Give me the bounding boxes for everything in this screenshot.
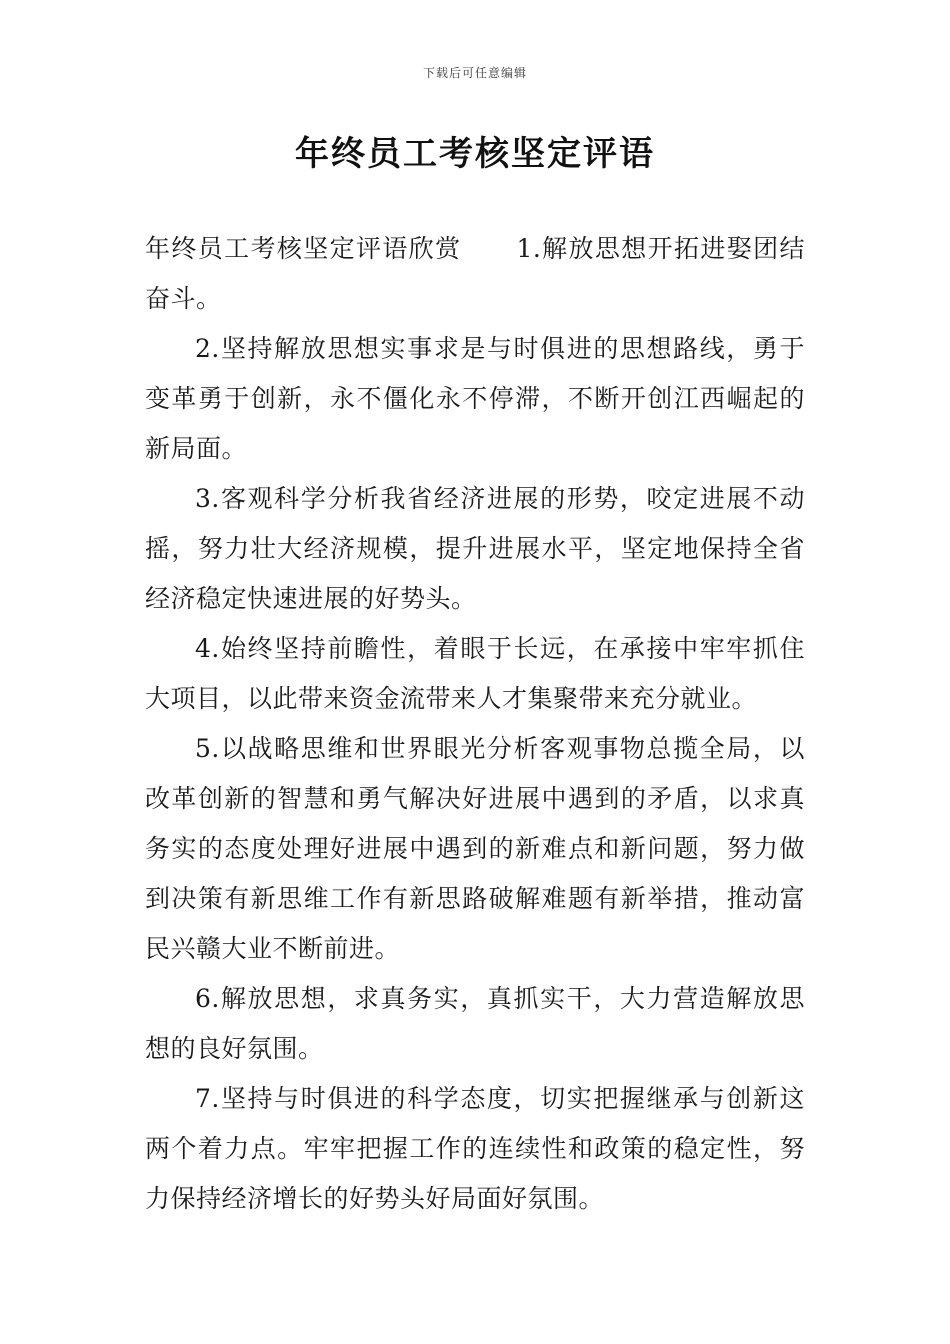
intro-lead: 年终员工考核坚定评语欣赏	[145, 234, 462, 263]
paragraph-7: 7.坚持与时俱进的科学态度，切实把握继承与创新这两个着力点。牢牢把握工作的连续性和政策的稳定性，努力保持经济增长的好势头好局面好氛围。	[145, 1084, 805, 1213]
intro-rest: 1.解放思想开拓进娶团结奋斗。	[145, 234, 805, 313]
paragraph-6: 6.解放思想，求真务实，真抓实干，大力营造解放思想的良好氛围。	[145, 984, 805, 1063]
header-note: 下载后可任意编辑	[422, 66, 527, 80]
paragraph-4: 4.始终坚持前瞻性，着眼于长远，在承接中牢牢抓住大项目，以此带来资金流带来人才集聚带来充分就业。	[145, 634, 805, 713]
document-body	[145, 224, 805, 1224]
paragraph-2: 2.坚持解放思想实事求是与时俱进的思想路线，勇于变革勇于创新，永不僵化永不停滞，不断开创江西崛起的新局面。	[145, 334, 805, 463]
paragraph-5: 5.以战略思维和世界眼光分析客观事物总揽全局，以改革创新的智慧和勇气解决好进展中遇到的矛盾，以求真务实的态度处理好进展中遇到的新难点和新问题，努力做到决策有新思维工作有新思路破解难题有新举措，推动富民兴赣大业不断前进。	[145, 734, 805, 963]
intro-paragraph	[145, 224, 805, 324]
paragraph-3: 3.客观科学分析我省经济进展的形势，咬定进展不动摇，努力壮大经济规模，提升进展水平，坚定地保持全省经济稳定快速进展的好势头。	[145, 484, 805, 613]
document-title: 年终员工考核坚定评语	[295, 134, 655, 174]
